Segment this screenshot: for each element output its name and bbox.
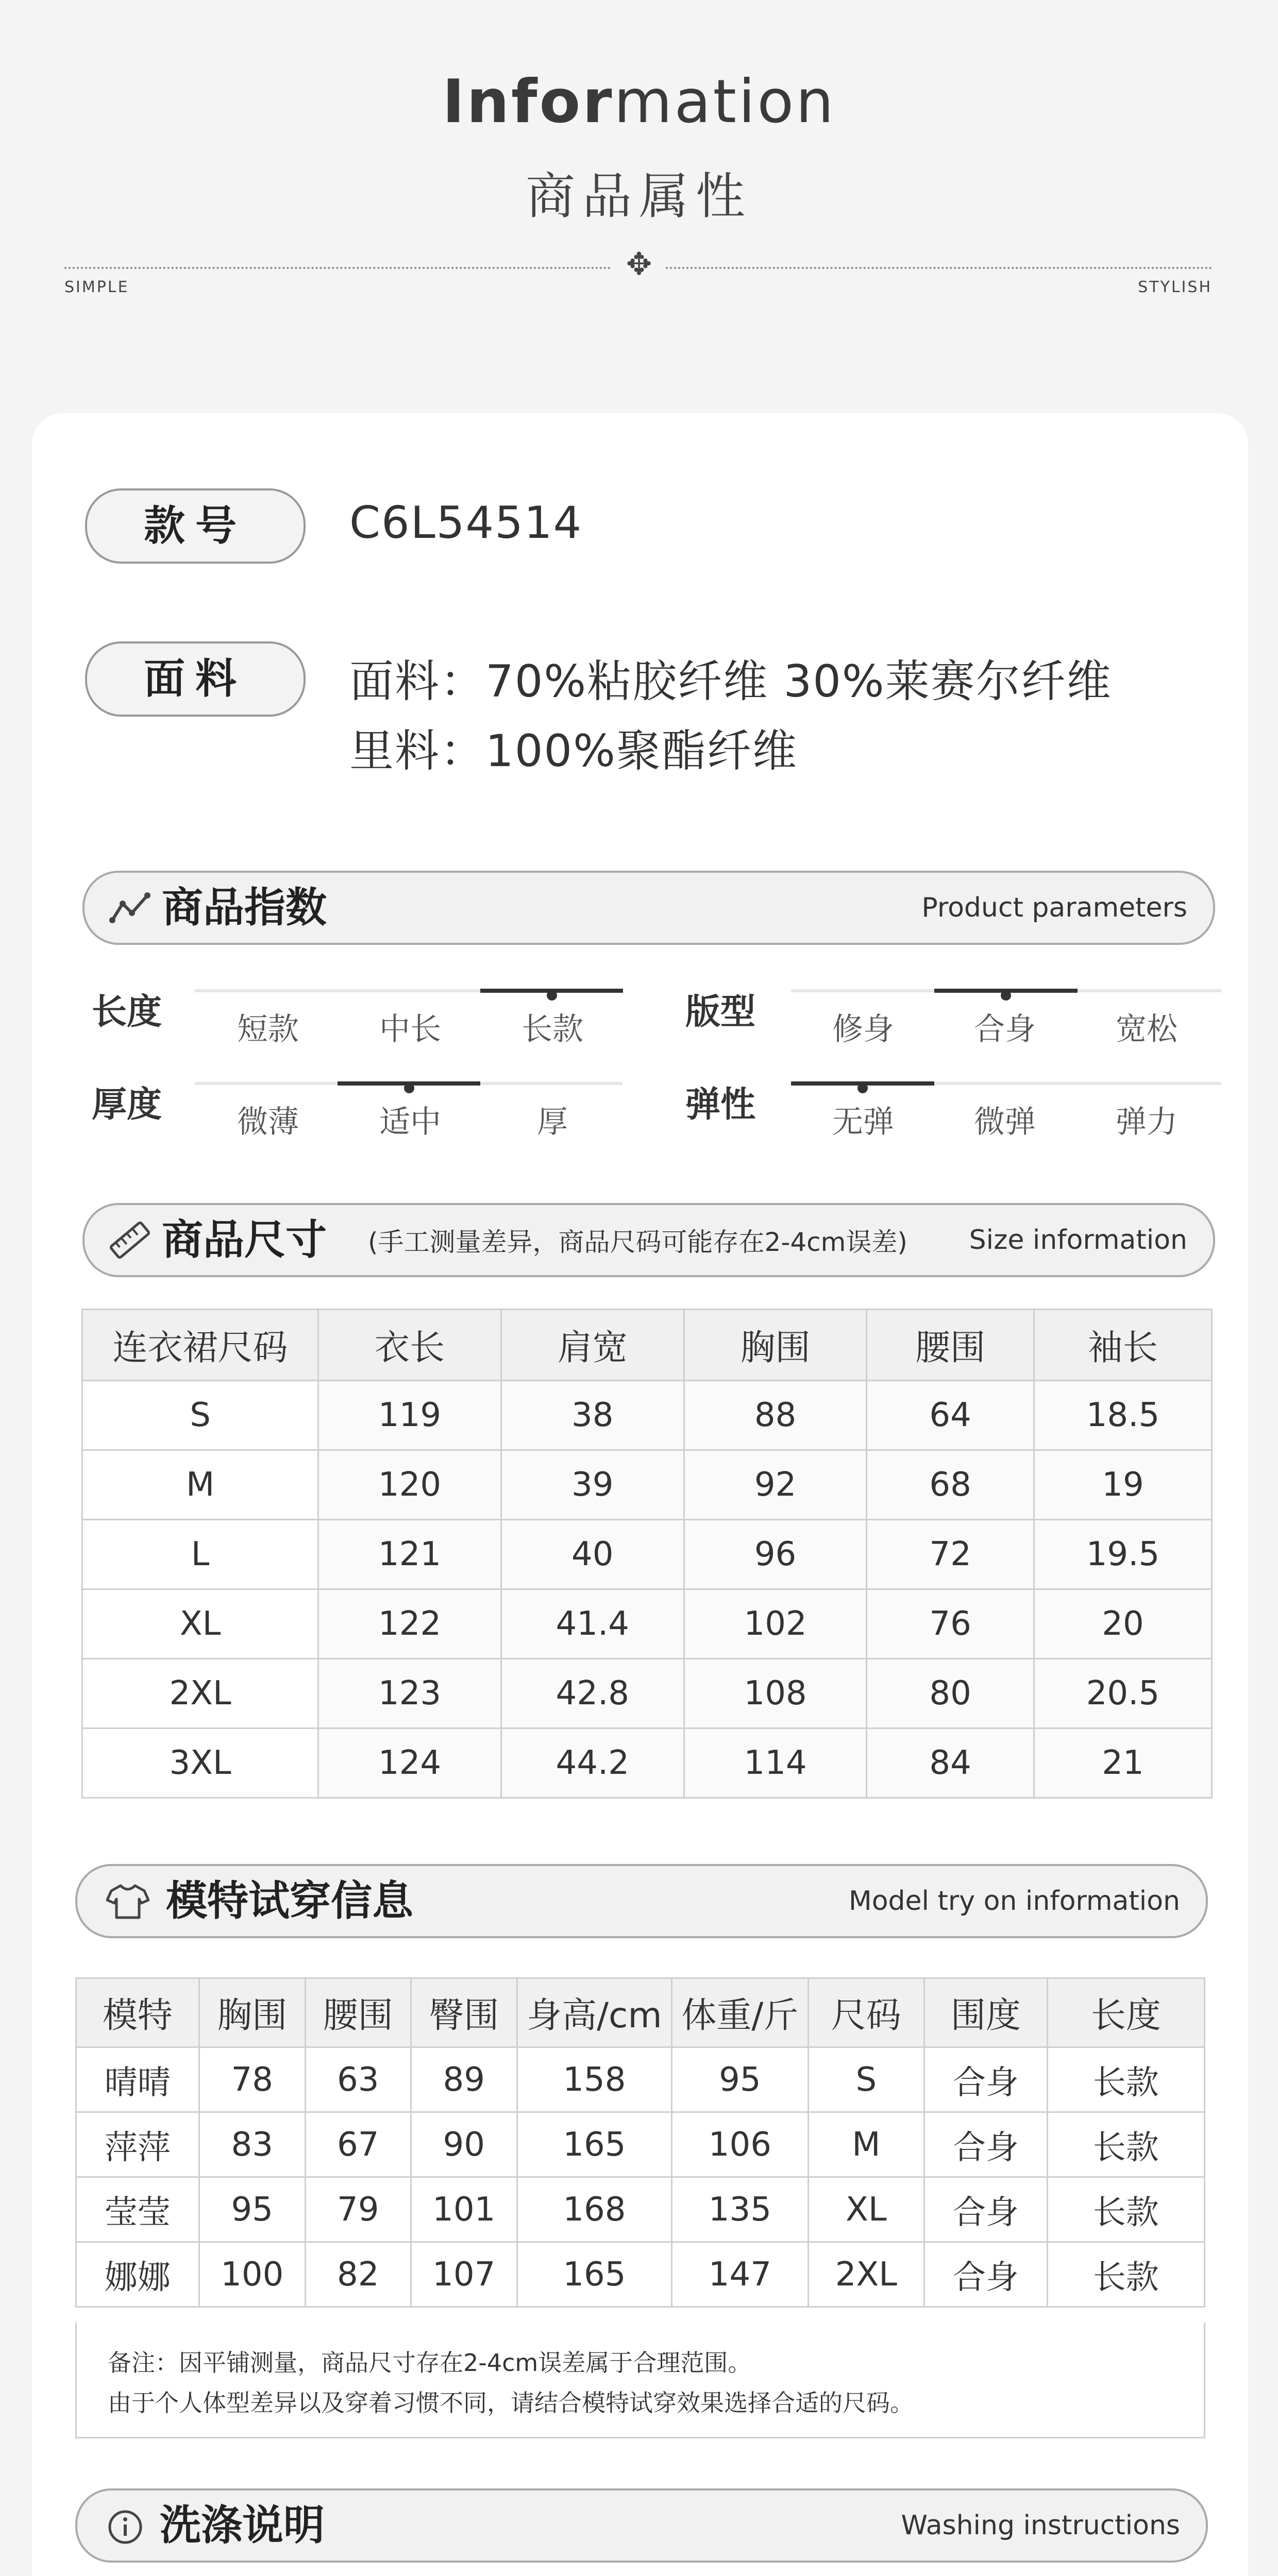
model-table-cell: M — [808, 2112, 924, 2177]
param-option: 修身 — [832, 1011, 894, 1047]
param-option: 无弹 — [832, 1104, 894, 1140]
param-option: 厚 — [537, 1104, 568, 1140]
title-bold-part: Infor — [442, 67, 614, 137]
model-table-cell: 165 — [517, 2242, 671, 2307]
model-note-box — [75, 2323, 1205, 2438]
size-table-row — [82, 1450, 1212, 1520]
model-table-cell: 合身 — [924, 2047, 1048, 2112]
size-table-cell: 119 — [318, 1381, 501, 1450]
size-table-cell: 76 — [867, 1589, 1034, 1659]
param-label: 版型 — [685, 992, 756, 1032]
model-table-cell: 100 — [199, 2242, 305, 2307]
param-option: 微薄 — [237, 1104, 299, 1140]
info-circle-icon — [107, 2509, 143, 2545]
size-table-cell: M — [82, 1450, 318, 1520]
model-table-cell: 95 — [672, 2047, 809, 2112]
title-rest-part: mation — [614, 67, 836, 137]
params-section-title: 商品指数 — [162, 884, 327, 931]
tag-simple: SIMPLE — [64, 278, 129, 296]
size-table-cell: 122 — [318, 1589, 501, 1659]
model-table-cell: 95 — [199, 2177, 305, 2242]
model-table-cell: 长款 — [1047, 2242, 1204, 2307]
fabric-line-1: 面料：70%粘胶纤维 30%莱赛尔纤维 — [349, 656, 1112, 707]
size-table-cell: 3XL — [82, 1728, 318, 1798]
size-table-cell: 19 — [1034, 1450, 1212, 1520]
param-option: 适中 — [379, 1104, 441, 1140]
model-table-cell: 158 — [517, 2047, 671, 2112]
param-selected-dot — [547, 990, 557, 1001]
trend-line-icon — [109, 891, 150, 924]
size-table — [81, 1309, 1213, 1799]
size-section-note: (手工测量差异，商品尺码可能存在2-4cm误差) — [368, 1227, 907, 1257]
size-table-cell: 40 — [501, 1520, 684, 1589]
size-table-cell: L — [82, 1520, 318, 1589]
model-table-cell: 莹莹 — [76, 2177, 199, 2242]
size-table-cell: 18.5 — [1034, 1381, 1212, 1450]
model-table-header-cell: 围度 — [924, 1978, 1048, 2047]
wash-section-title-en: Washing instructions — [901, 2510, 1180, 2541]
size-table-header-cell: 衣长 — [318, 1310, 501, 1381]
model-table-cell: 萍萍 — [76, 2112, 199, 2177]
model-section-title: 模特试穿信息 — [166, 1877, 413, 1925]
model-table-header-cell: 胸围 — [199, 1978, 305, 2047]
model-table-cell: 79 — [305, 2177, 411, 2242]
size-table-cell: XL — [82, 1589, 318, 1659]
size-table-cell: 84 — [867, 1728, 1034, 1798]
model-table-cell: 107 — [411, 2242, 517, 2307]
model-table-cell: 83 — [199, 2112, 305, 2177]
model-section-title-en: Model try on information — [848, 1886, 1180, 1917]
model-table-cell: 67 — [305, 2112, 411, 2177]
model-table-header-cell: 体重/斤 — [672, 1978, 809, 2047]
model-table-row — [76, 2177, 1205, 2242]
model-table-cell: 长款 — [1047, 2047, 1204, 2112]
size-table-cell: 102 — [684, 1589, 867, 1659]
param-option: 弹力 — [1116, 1104, 1178, 1140]
param-selected-dot — [404, 1083, 414, 1093]
model-table-header-cell: 身高/cm — [517, 1978, 671, 2047]
model-table-cell: 娜娜 — [76, 2242, 199, 2307]
page-title-cn: 商品属性 — [526, 167, 752, 225]
model-table-cell: 168 — [517, 2177, 671, 2242]
size-table-cell: 19.5 — [1034, 1520, 1212, 1589]
size-table-cell: 88 — [684, 1381, 867, 1450]
model-table-row — [76, 2112, 1205, 2177]
wash-section-title: 洗涤说明 — [160, 2501, 325, 2549]
model-table-cell: 长款 — [1047, 2177, 1204, 2242]
model-table-row — [76, 2242, 1205, 2307]
size-table-header-cell: 腰围 — [867, 1310, 1034, 1381]
size-table-cell: 80 — [867, 1659, 1034, 1728]
size-table-cell: 21 — [1034, 1728, 1212, 1798]
page-title-en — [0, 67, 1278, 137]
model-table-cell: 135 — [672, 2177, 809, 2242]
model-table-header-row — [76, 1978, 1205, 2047]
model-table-cell: 82 — [305, 2242, 411, 2307]
size-table-cell: 114 — [684, 1728, 867, 1798]
model-table-cell: 89 — [411, 2047, 517, 2112]
params-section-title-en: Product parameters — [921, 892, 1187, 923]
param-label: 厚度 — [92, 1084, 162, 1125]
size-table-header-cell: 胸围 — [684, 1310, 867, 1381]
tshirt-icon — [106, 1884, 149, 1920]
size-table-cell: 96 — [684, 1520, 867, 1589]
size-table-row — [82, 1728, 1212, 1798]
model-table-header-cell: 腰围 — [305, 1978, 411, 2047]
tag-stylish: STYLISH — [1138, 278, 1212, 296]
model-table-header-cell: 长度 — [1047, 1978, 1204, 2047]
size-table-cell: 68 — [867, 1450, 1034, 1520]
model-table-cell: 合身 — [924, 2112, 1048, 2177]
size-table-cell: 108 — [684, 1659, 867, 1728]
model-section-header — [75, 1864, 1208, 1938]
model-table-cell: 63 — [305, 2047, 411, 2112]
divider-left — [64, 267, 611, 269]
size-table-row — [82, 1589, 1212, 1659]
wash-section-header — [75, 2488, 1208, 2563]
size-table-header-cell: 袖长 — [1034, 1310, 1212, 1381]
fabric-line-2: 里料：100%聚酯纤维 — [349, 725, 798, 777]
size-section-title-en: Size information — [969, 1225, 1187, 1256]
param-option: 短款 — [237, 1011, 299, 1047]
size-table-cell: 123 — [318, 1659, 501, 1728]
size-table-cell: 64 — [867, 1381, 1034, 1450]
model-table-cell: S — [808, 2047, 924, 2112]
model-table-cell: 合身 — [924, 2177, 1048, 2242]
size-section-header — [82, 1203, 1215, 1277]
param-option: 长款 — [522, 1011, 583, 1047]
model-table-cell: 2XL — [808, 2242, 924, 2307]
size-table-cell: 38 — [501, 1381, 684, 1450]
model-table-cell: 78 — [199, 2047, 305, 2112]
model-table-header-cell: 臀围 — [411, 1978, 517, 2047]
model-table-cell: 合身 — [924, 2242, 1048, 2307]
size-table-cell: 39 — [501, 1450, 684, 1520]
size-table-cell: 124 — [318, 1728, 501, 1798]
model-table-cell: 长款 — [1047, 2112, 1204, 2177]
param-option: 中长 — [379, 1011, 441, 1047]
model-table-cell: 147 — [672, 2242, 809, 2307]
size-table-cell: 92 — [684, 1450, 867, 1520]
divider-right — [666, 267, 1212, 269]
size-table-row — [82, 1520, 1212, 1589]
param-selected-dot — [857, 1083, 868, 1093]
size-table-row — [82, 1381, 1212, 1450]
params-section-header — [82, 871, 1215, 945]
size-table-cell: 72 — [867, 1520, 1034, 1589]
size-table-cell: S — [82, 1381, 318, 1450]
size-table-cell: 2XL — [82, 1659, 318, 1728]
model-note-1: 备注：因平铺测量，商品尺寸存在2-4cm误差属于合理范围。 — [108, 2349, 752, 2377]
style-no-label: 款号 — [85, 488, 306, 564]
size-table-cell: 44.2 — [501, 1728, 684, 1798]
param-option: 合身 — [974, 1011, 1036, 1047]
size-table-header-cell: 连衣裙尺码 — [82, 1310, 318, 1381]
ruler-icon — [108, 1221, 152, 1260]
model-table-header-cell: 尺码 — [808, 1978, 924, 2047]
size-table-cell: 120 — [318, 1450, 501, 1520]
size-table-cell: 20.5 — [1034, 1659, 1212, 1728]
model-table-cell: 90 — [411, 2112, 517, 2177]
size-table-cell: 121 — [318, 1520, 501, 1589]
model-table-cell: 101 — [411, 2177, 517, 2242]
size-table-cell: 20 — [1034, 1589, 1212, 1659]
model-note-2: 由于个人体型差异以及穿着习惯不同，请结合模特试穿效果选择合适的尺码。 — [108, 2389, 914, 2417]
param-label: 长度 — [92, 992, 162, 1032]
param-option: 微弹 — [974, 1104, 1036, 1140]
param-selected-dot — [1001, 990, 1011, 1001]
size-table-row — [82, 1659, 1212, 1728]
model-table-row — [76, 2047, 1205, 2112]
size-table-header-row — [82, 1310, 1212, 1381]
size-table-header-cell: 肩宽 — [501, 1310, 684, 1381]
size-table-cell: 41.4 — [501, 1589, 684, 1659]
model-table-cell: 晴晴 — [76, 2047, 199, 2112]
param-option: 宽松 — [1116, 1011, 1178, 1047]
size-table-cell: 42.8 — [501, 1659, 684, 1728]
fabric-label: 面料 — [85, 641, 306, 717]
model-table-cell: XL — [808, 2177, 924, 2242]
model-table-header-cell: 模特 — [76, 1978, 199, 2047]
param-label: 弹性 — [685, 1084, 756, 1125]
model-table-cell: 106 — [672, 2112, 809, 2177]
size-section-title: 商品尺寸 — [162, 1216, 327, 1264]
model-table — [75, 1977, 1205, 2308]
four-point-star-icon: ✥ — [626, 246, 652, 282]
style-no-value: C6L54514 — [349, 497, 583, 549]
model-table-cell: 165 — [517, 2112, 671, 2177]
